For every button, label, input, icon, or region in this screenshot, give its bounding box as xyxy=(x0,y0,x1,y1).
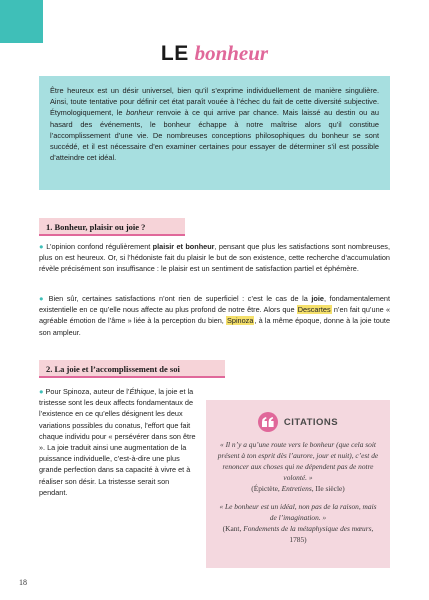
citations-header xyxy=(216,411,380,433)
section-heading-1: 1. Bonheur, plaisir ou joie ? xyxy=(39,218,185,236)
quote-icon xyxy=(258,412,278,432)
intro-text: Être heureux est un désir universel, bien qu’il s’exprime individuellement de manière singulière. Ainsi, toute tentative pour définir cet état paraît vouée à l’échec du fait de cette diversité subjective. Étymologiquement, le bonheur renvoie à ce qui arrive par chance. Mais laissé au destin ou au hasard des événements, le bonheur échappe à notre maîtrise alors qu’il constitue l’accomplissement d’une vie. De nombreuses conceptions philosophiques du bonheur se sont succédé, et il est nécessaire d’en examiner certaines pour essayer de déterminer s’il est possible d’atteindre cet idéal. xyxy=(50,86,379,163)
title-word: bonheur xyxy=(194,41,269,65)
citation-1: « Il n’y a qu’une route vers le bonheur (que cela soit présent à ton esprit dès l’aurore, jour et nuit), c’est de renoncer aux choses qui ne dépendent pas de notre volonté. » (Épictète, Entretiens, IIe siècle) xyxy=(217,440,379,493)
citations-title: CITATIONS xyxy=(283,416,339,428)
intro-emphasis: bonheur xyxy=(126,108,154,118)
bullet-icon: ● xyxy=(39,387,44,396)
corner-tab xyxy=(0,0,43,43)
section-heading-2: 2. La joie et l’accomplissement de soi xyxy=(39,360,225,378)
page-number: 18 xyxy=(19,578,27,587)
citation-2: « Le bonheur est un idéal, non pas de la raison, mais de l’imagination. » (Kant, Fondements de la métaphysique des mœurs, 1785) xyxy=(219,502,377,544)
highlight-descartes: Descartes xyxy=(297,305,331,315)
page-title xyxy=(0,40,429,67)
highlight-spinoza: Spinoza xyxy=(227,316,254,326)
intro-box xyxy=(39,76,390,190)
bullet-icon: ● xyxy=(39,294,46,303)
title-prefix: LE xyxy=(160,42,189,65)
bullet-icon: ● xyxy=(39,242,44,251)
citations-box xyxy=(206,400,390,568)
section1-paragraph-2: ● Bien sûr, certaines satisfactions n’ont rien de superficiel : c’est le cas de la joie, fondamentalement existentielle en ce qu’elle nous affecte au plus profond de notre être. Alors que Descartes n’en fait qu’une « agréable émotion de l’âme » liée à la perception du bien, Spinoza, à la même époque, donne à la joie toute son ampleur. xyxy=(39,294,390,337)
section2-paragraph-1: ● Pour Spinoza, auteur de l’Éthique, la joie et la tristesse sont les deux affects fondamentaux de l’existence en ce qu’elles désignent les deux variations possibles du conatus, l’effort que fait chaque individu pour « persévérer dans son être ». La joie traduit ainsi une augmentation de la puissance individuelle, c’est-à-dire une plus grande perfection dans sa capacité à vivre et à réaliser son désir. La tristesse serait son pendant. xyxy=(39,387,196,497)
section1-paragraph-1: ● L’opinion confond régulièrement plaisir et bonheur, pensant que plus les satisfactions sont nombreuses, plus on est heureux. Or, si l’hédoniste fait du plaisir le but de son existence, cette recherche d’accumulation révèle précisément son insuffisance : le plaisir est un sentiment de satisfaction partiel et éphémère. xyxy=(39,242,390,274)
